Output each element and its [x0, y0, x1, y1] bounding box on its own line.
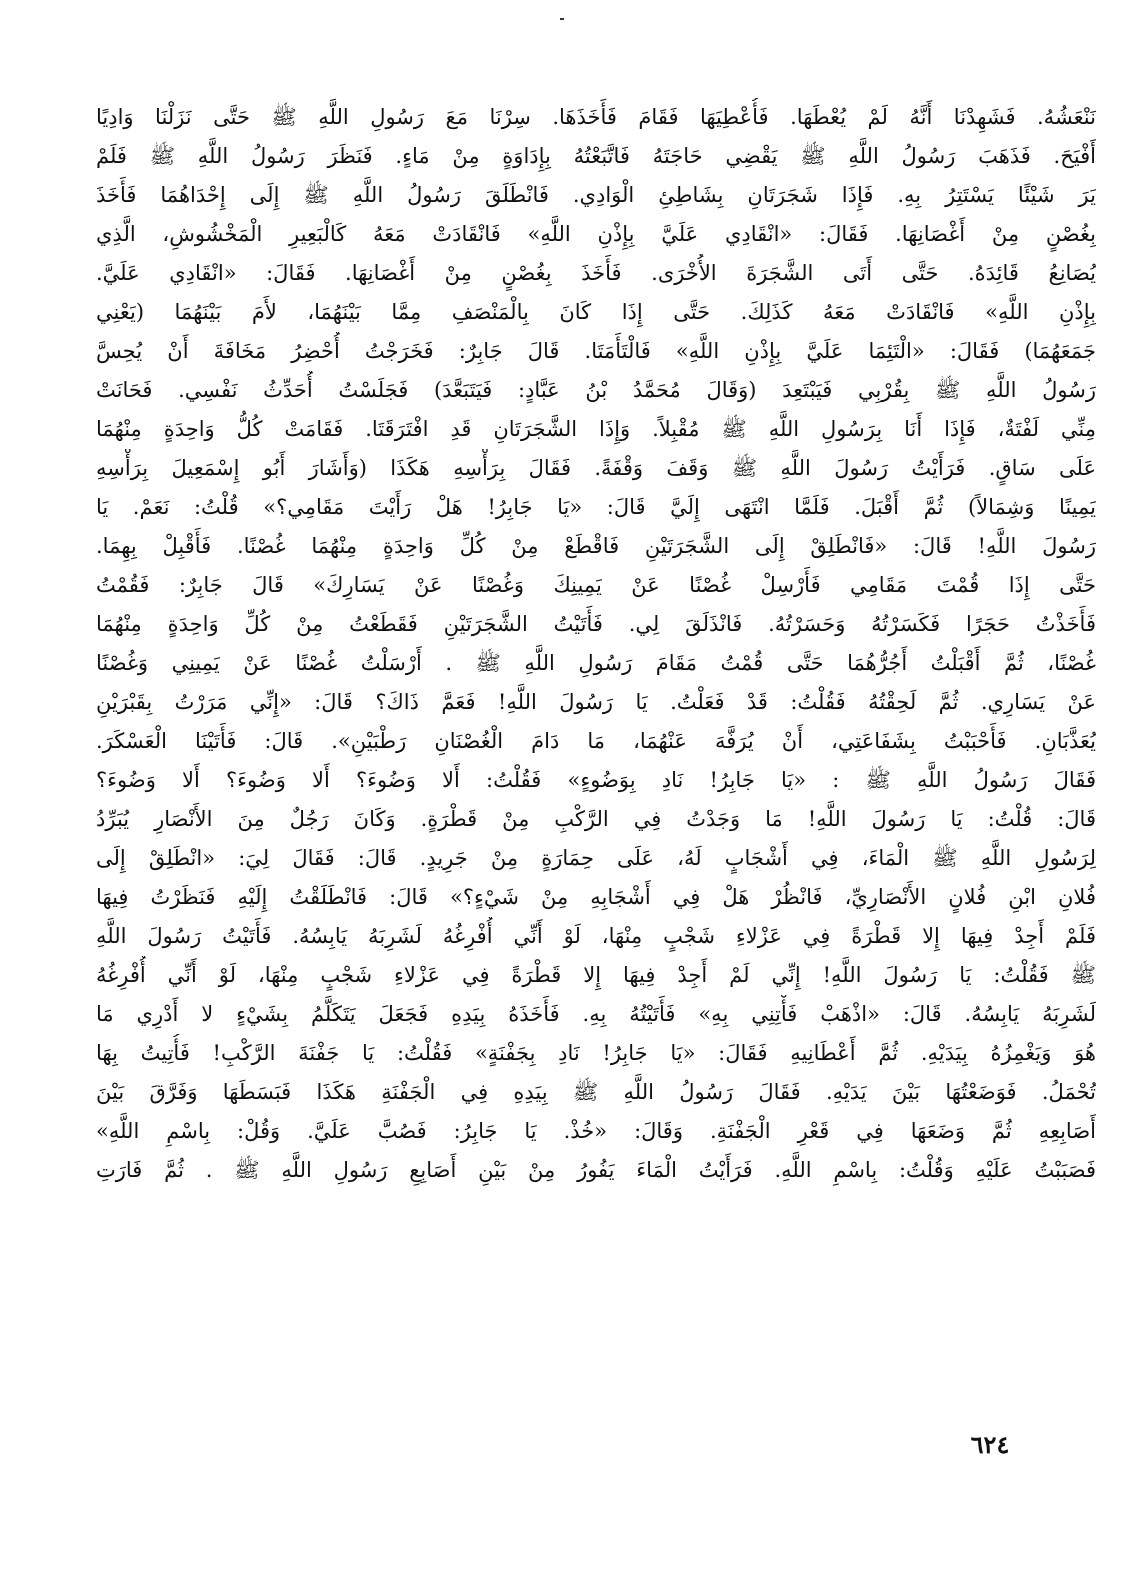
- text-line: يُصَانِعُ قَائِدَهُ. حَتَّى أَتَى الشَّجَرَةَ الأُخْرَى. فَأَخَذَ بِغُصْنٍ مِنْ أَغْصَانِهَا. فَقَالَ: «انْقَادِي عَلَيَّ.: [96, 261, 1096, 285]
- text-line: لَشَرِبَهُ يَابِسُهُ. قَالَ: «اذْهَبْ فَأْتِنِي بِهِ» فَأَتَيْتُهُ بِهِ. فَأَخَذَهُ بِيَدِهِ فَجَعَلَ يَتَكَلَّمُ بِشَيْءٍ لا أَدْرِي مَا: [96, 1002, 1096, 1026]
- text-line: يَرَ شَيْئًا يَسْتَتِرُ بِهِ. فَإِذَا شَجَرَتَانِ بِشَاطِئِ الْوَادِي. فَانْطَلَقَ رَسُولُ اللَّهِ ﷺ إِلَى إِحْدَاهُمَا فَأَخَذَ: [96, 183, 1096, 207]
- text-line: فَصَبَبْتُ عَلَيْهِ وَقُلْتُ: بِاسْمِ اللَّهِ. فَرَأَيْتُ الْمَاءَ يَفُورُ مِنْ بَيْنِ أَصَابِعِ رَسُولِ اللَّهِ ﷺ . ثُمَّ فَارَتِ: [96, 1158, 1096, 1182]
- text-line: غُصْنًا، ثُمَّ أَقْبَلْتُ أَجُرُّهُمَا حَتَّى قُمْتُ مَقَامَ رَسُولِ اللَّهِ ﷺ . أَرْسَلْتُ غُصْنًا عَنْ يَمِينِي وَغُصْنًا: [96, 651, 1096, 675]
- text-line: بِغُصْنٍ مِنْ أَغْصَانِهَا. فَقَالَ: «انْقَادِي عَلَيَّ بِإِذْنِ اللَّهِ» فَانْقَادَتْ مَعَهُ كَالْبَعِيرِ الْمَخْشُوشِ، الَّذِي: [96, 222, 1096, 246]
- text-line: فُلانِ ابْنِ فُلانٍ الأَنْصَارِيِّ، فَانْظُرْ هَلْ فِي أَشْجَابِهِ مِنْ شَيْءٍ؟» قَالَ: فَانْطَلَقْتُ إِلَيْهِ فَنَظَرْتُ فِيهَا: [96, 885, 1096, 909]
- text-line: هُوَ وَيَغْمِزُهُ بِيَدَيْهِ. ثُمَّ أَعْطَانِيهِ فَقَالَ: «يَا جَابِرُ! نَادِ بِجَفْنَةٍ» فَقُلْتُ: يَا جَفْنَةَ الرَّكْبِ! فَأُتِيتُ بِهَا: [96, 1041, 1096, 1065]
- text-line: حَتَّى إِذَا قُمْتَ مَقَامِي فَأَرْسِلْ غُصْنًا عَنْ يَمِينِكَ وَغُصْنًا عَنْ يَسَارِكَ» قَالَ جَابِرٌ: فَقُمْتُ: [96, 573, 1096, 597]
- text-line: لِرَسُولِ اللَّهِ ﷺ الْمَاءَ، فِي أَشْجَابٍ لَهُ، عَلَى حِمَارَةٍ مِنْ جَرِيدٍ. قَالَ: فَقَالَ لِيَ: «انْطَلِقْ إِلَى: [96, 846, 1096, 870]
- text-line: فَلَمْ أَجِدْ فِيهَا إِلا قَطْرَةً فِي عَزْلاءِ شَجْبٍ مِنْهَا، لَوْ أَنِّي أُفْرِغُهُ لَشَرِبَهُ يَابِسُهُ. فَأَتَيْتُ رَسُولَ اللَّهِ: [96, 924, 1096, 948]
- text-line: نَنْعَشُهُ. فَشَهِدْنَا أَنَّهُ لَمْ يُعْطَهَا. فَأُعْطِيَهَا فَقَامَ فَأَخَذَهَا. سِرْنَا مَعَ رَسُولِ اللَّهِ ﷺ حَتَّى نَزَلْنَا وَادِيًا: [96, 105, 1096, 129]
- text-line: أَصَابِعِهِ ثُمَّ وَضَعَهَا فِي قَعْرِ الْجَفْنَةِ. وَقَالَ: «خُذْ. يَا جَابِرُ: فَصُبَّ عَلَيَّ. وَقُلْ: بِاسْمِ اللَّهِ»: [96, 1119, 1096, 1143]
- text-line: عَلَى سَاقٍ. فَرَأَيْتُ رَسُولَ اللَّهِ ﷺ وَقَفَ وَقْفَةً. فَقَالَ بِرَأْسِهِ هَكَذَا (وَأَشَارَ أَبُو إِسْمَعِيلَ بِرَأْسِهِ: [96, 456, 1096, 480]
- text-line: يَمِينًا وَشِمَالاً) ثُمَّ أَقْبَلَ. فَلَمَّا انْتَهَى إِلَيَّ قَالَ: «يَا جَابِرُ! هَلْ رَأَيْتَ مَقَامِي؟» قُلْتُ: نَعَمْ. يَا: [96, 495, 1096, 519]
- top-mark: [560, 18, 564, 20]
- text-line: رَسُولُ اللَّهِ ﷺ بِقُرْبِي فَيَبْتَعِدَ (وَقَالَ مُحَمَّدُ بْنُ عَبَّادٍ: فَيَتَبَعَّدَ) فَجَلَسْتُ أُحَدِّثُ نَفْسِي. فَحَانَتْ: [96, 378, 1096, 402]
- page-number: ٦٢٤: [970, 1430, 1010, 1459]
- text-line: أَفْيَحَ. فَذَهَبَ رَسُولُ اللَّهِ ﷺ يَقْضِي حَاجَتَهُ فَاتَّبَعْتُهُ بِإِدَاوَةٍ مِنْ مَاءٍ. فَنَظَرَ رَسُولُ اللَّهِ ﷺ فَلَمْ: [96, 144, 1096, 168]
- text-line: فَأَخَذْتُ حَجَرًا فَكَسَرْتُهُ وَحَسَرْتُهُ. فَانْذَلَقَ لِي. فَأَتَيْتُ الشَّجَرَتَيْنِ فَقَطَعْتُ مِنْ كُلِّ وَاحِدَةٍ مِنْهُمَا: [96, 612, 1096, 636]
- text-line: تُحْمَلُ. فَوَضَعْتُهَا بَيْنَ يَدَيْهِ. فَقَالَ رَسُولُ اللَّهِ ﷺ بِيَدِهِ فِي الْجَفْنَةِ هَكَذَا فَبَسَطَهَا وَفَرَّقَ بَيْنَ: [96, 1080, 1096, 1104]
- text-line: قَالَ: قُلْتُ: يَا رَسُولَ اللَّهِ! مَا وَجَدْتُ فِي الرَّكْبِ مِنْ قَطْرَةٍ. وَكَانَ رَجُلٌ مِنَ الأَنْصَارِ يُبَرِّدُ: [96, 807, 1096, 831]
- text-line: ﷺ فَقُلْتُ: يَا رَسُولَ اللَّهِ! إِنِّي لَمْ أَجِدْ فِيهَا إِلا قَطْرَةً فِي عَزْلاءِ شَجْبٍ مِنْهَا، لَوْ أَنِّي أُفْرِغُهُ: [96, 963, 1096, 987]
- text-line: رَسُولَ اللَّهِ! قَالَ: «فَانْطَلِقْ إِلَى الشَّجَرَتَيْنِ فَاقْطَعْ مِنْ كُلِّ وَاحِدَةٍ مِنْهُمَا غُصْنًا. فَأَقْبِلْ بِهِمَا.: [96, 534, 1096, 558]
- text-line: مِنِّي لَفْتَةٌ، فَإِذَا أَنَا بِرَسُولِ اللَّهِ ﷺ مُقْبِلاً. وَإِذَا الشَّجَرَتَانِ قَدِ افْتَرَقَتَا. فَقَامَتْ كُلُّ وَاحِدَةٍ مِنْهُمَا: [96, 417, 1096, 441]
- text-line: جَمَعَهُمَا) فَقَالَ: «الْتَئِمَا عَلَيَّ بِإِذْنِ اللَّهِ» فَالْتَأَمَتَا. قَالَ جَابِرٌ: فَخَرَجْتُ أُحْضِرُ مَخَافَةَ أَنْ يُحِسَّ: [96, 339, 1096, 363]
- text-line: يُعَذَّبَانِ. فَأَحْبَبْتُ بِشَفَاعَتِي، أَنْ يُرَفَّهَ عَنْهُمَا، مَا دَامَ الْغُصْنَانِ رَطْبَيْنِ». قَالَ: فَأَتَيْنَا الْعَسْكَرَ.: [96, 729, 1096, 753]
- text-line: فَقَالَ رَسُولُ اللَّهِ ﷺ : «يَا جَابِرُ! نَادِ بِوَضُوءٍ» فَقُلْتُ: أَلا وَضُوءَ؟ أَلا وَضُوءَ؟ أَلا وَضُوءَ؟: [96, 768, 1096, 792]
- body-text: [96, 98, 1096, 1448]
- text-line: عَنْ يَسَارِي. ثُمَّ لَحِقْتُهُ فَقُلْتُ: قَدْ فَعَلْتُ. يَا رَسُولَ اللَّهِ! فَعَمَّ ذَاكَ؟ قَالَ: «إِنِّي مَرَرْتُ بِقَبْرَيْنِ: [96, 690, 1096, 714]
- text-line: بِإِذْنِ اللَّهِ» فَانْقَادَتْ مَعَهُ كَذَلِكَ. حَتَّى إِذَا كَانَ بِالْمَنْصَفِ مِمَّا بَيْنَهُمَا، لأَمَ بَيْنَهُمَا (يَعْنِي: [96, 300, 1096, 324]
